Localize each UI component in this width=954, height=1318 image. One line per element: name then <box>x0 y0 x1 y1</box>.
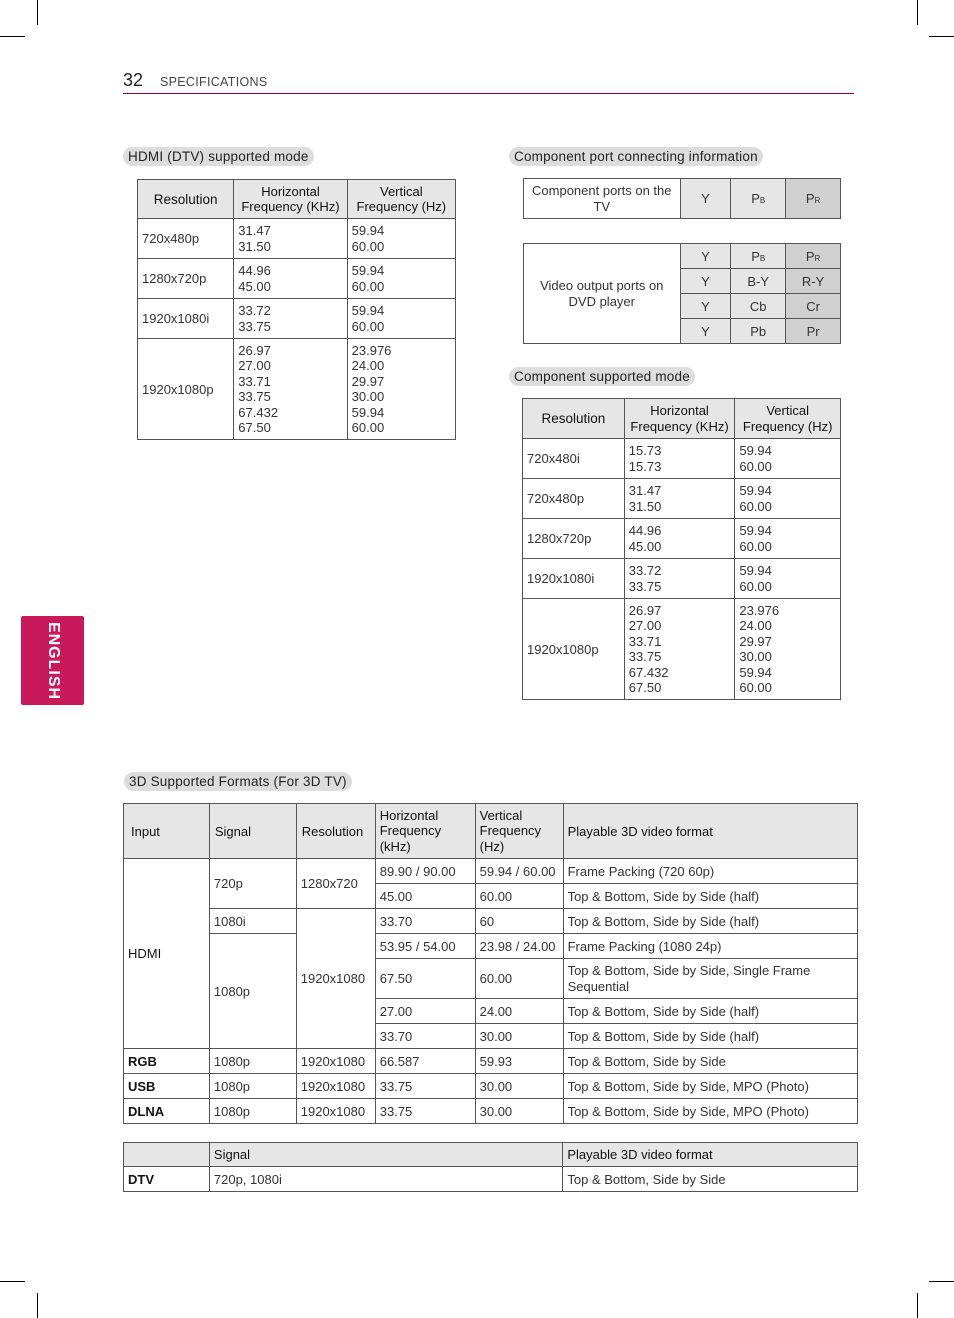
table-cell: Video output ports on DVD player <box>524 244 681 344</box>
hdmi-mode-title: HDMI (DTV) supported mode <box>123 147 314 166</box>
crop-mark <box>0 1281 25 1282</box>
language-label: ENGLISH <box>44 621 62 700</box>
table-cell: 26.97 27.00 33.71 33.75 67.432 67.50 <box>234 339 347 440</box>
crop-mark <box>37 1293 38 1318</box>
table-row <box>124 1099 858 1124</box>
table-cell: Frame Packing (720 60p) <box>563 859 857 884</box>
table-cell: 59.94 60.00 <box>735 479 841 519</box>
col-header: Vertical Frequency (Hz) <box>735 399 841 439</box>
table-cell: Top & Bottom, Side by Side (half) <box>563 1024 857 1049</box>
crop-mark <box>917 1293 918 1318</box>
subscript-letter: B <box>759 196 766 205</box>
table-cell: Pr <box>786 319 841 344</box>
table-cell: Component ports on the TV <box>524 179 681 219</box>
table-row <box>124 859 858 884</box>
subscript-letter: B <box>759 253 766 263</box>
table-cell: 30.00 <box>475 1024 563 1049</box>
table-cell: 1920x1080 <box>296 1099 375 1124</box>
table-cell: Top & Bottom, Side by Side <box>563 1167 858 1192</box>
table-cell: 89.90 / 90.00 <box>375 859 475 884</box>
table-cell: 33.70 <box>375 1024 475 1049</box>
table-row <box>138 339 456 440</box>
table-cell: Cb <box>731 294 786 319</box>
table-cell: 27.00 <box>375 999 475 1024</box>
table-row <box>138 259 456 299</box>
table-cell: 1920x1080p <box>523 599 625 700</box>
table-cell: Y <box>680 244 731 269</box>
table-header-row <box>124 804 858 859</box>
component-dvd-ports-table <box>523 243 841 344</box>
table-cell: DTV <box>124 1167 210 1192</box>
table-cell: 24.00 <box>475 999 563 1024</box>
table-cell: 720x480i <box>523 439 625 479</box>
table-cell: R-Y <box>786 269 841 294</box>
table-cell: B-Y <box>731 269 786 294</box>
table-cell: Y <box>680 294 731 319</box>
component-mode-title: Component supported mode <box>509 367 695 386</box>
table-cell: 59.94 60.00 <box>347 259 455 299</box>
table-cell: PB <box>731 179 786 219</box>
table-cell: 23.976 24.00 29.97 30.00 59.94 60.00 <box>735 599 841 700</box>
table-cell: 1280x720 <box>296 859 375 909</box>
table-cell: 1080p <box>209 934 296 1049</box>
language-tab <box>21 616 84 705</box>
subscript-letter: R <box>814 253 821 263</box>
table-cell: 53.95 / 54.00 <box>375 934 475 959</box>
page-number: 32 <box>123 70 144 90</box>
table-cell: 33.72 33.75 <box>624 559 735 599</box>
table-cell: 59.93 <box>475 1049 563 1074</box>
table-cell: Top & Bottom, Side by Side (half) <box>563 884 857 909</box>
table-cell: Top & Bottom, Side by Side, MPO (Photo) <box>563 1074 857 1099</box>
table-cell: 1920x1080 <box>296 909 375 1049</box>
table-cell: 33.75 <box>375 1099 475 1124</box>
table-cell: Top & Bottom, Side by Side (half) <box>563 999 857 1024</box>
table-cell: USB <box>124 1074 210 1099</box>
table-cell: 31.47 31.50 <box>624 479 735 519</box>
table-cell: 1080p <box>209 1099 296 1124</box>
crop-mark <box>0 36 25 37</box>
table-cell: 33.72 33.75 <box>234 299 347 339</box>
table-row <box>523 479 841 519</box>
col-header: Signal <box>209 1143 562 1167</box>
table-cell: Frame Packing (1080 24p) <box>563 934 857 959</box>
table-row <box>523 599 841 700</box>
table-cell: 720x480p <box>523 479 625 519</box>
component-info-title: Component port connecting information <box>509 147 763 166</box>
table-cell: 1920x1080 <box>296 1074 375 1099</box>
table-cell: 1920x1080 <box>296 1049 375 1074</box>
table-cell: 23.976 24.00 29.97 30.00 59.94 60.00 <box>347 339 455 440</box>
col-header: Signal <box>209 804 296 859</box>
table-row <box>124 934 858 959</box>
table-cell: 59.94 60.00 <box>735 439 841 479</box>
col-header: Input <box>124 804 210 859</box>
table-cell: Top & Bottom, Side by Side, Single Frame Sequential <box>563 959 857 999</box>
table-cell: 720p, 1080i <box>209 1167 562 1192</box>
header-divider <box>123 93 854 94</box>
table-cell: 23.98 / 24.00 <box>475 934 563 959</box>
table-row <box>138 219 456 259</box>
crop-mark <box>917 0 918 25</box>
col-header: Vertical Frequency (Hz) <box>475 804 563 859</box>
col-header: Horizontal Frequency (KHz) <box>624 399 735 439</box>
col-header <box>124 1143 210 1167</box>
table-cell: 26.97 27.00 33.71 33.75 67.432 67.50 <box>624 599 735 700</box>
table-row <box>124 1074 858 1099</box>
col-header: Resolution <box>296 804 375 859</box>
table-cell: 59.94 60.00 <box>347 219 455 259</box>
table-cell: PB <box>731 244 786 269</box>
table-cell: 1280x720p <box>138 259 234 299</box>
table-cell: 15.73 15.73 <box>624 439 735 479</box>
formats-3d-title: 3D Supported Formats (For 3D TV) <box>124 772 352 791</box>
col-header: Playable 3D video format <box>563 804 857 859</box>
table-cell: Pb <box>731 319 786 344</box>
table-row <box>523 439 841 479</box>
table-cell: 45.00 <box>375 884 475 909</box>
table-row <box>524 244 841 269</box>
table-row <box>138 299 456 339</box>
hdmi-mode-table <box>137 179 456 440</box>
table-cell: 1920x1080i <box>138 299 234 339</box>
table-cell: 59.94 60.00 <box>735 519 841 559</box>
component-mode-table <box>522 398 841 700</box>
table-cell: 59.94 60.00 <box>735 559 841 599</box>
col-header: Playable 3D video format <box>563 1143 858 1167</box>
table-cell: 59.94 60.00 <box>347 299 455 339</box>
table-cell: Top & Bottom, Side by Side (half) <box>563 909 857 934</box>
table-header-row <box>138 180 456 219</box>
table-cell: Top & Bottom, Side by Side <box>563 1049 857 1074</box>
table-cell: HDMI <box>124 859 210 1049</box>
table-cell: 30.00 <box>475 1099 563 1124</box>
table-cell: 59.94 / 60.00 <box>475 859 563 884</box>
component-tv-ports-table <box>523 178 841 219</box>
table-cell: PR <box>786 179 841 219</box>
table-cell: 1080p <box>209 1049 296 1074</box>
table-cell: Top & Bottom, Side by Side, MPO (Photo) <box>563 1099 857 1124</box>
table-cell: 720x480p <box>138 219 234 259</box>
table-cell: 1080i <box>209 909 296 934</box>
table-cell: 60.00 <box>475 884 563 909</box>
table-header-row <box>124 1143 858 1167</box>
crop-mark <box>929 1281 954 1282</box>
table-cell: 31.47 31.50 <box>234 219 347 259</box>
table-row <box>524 179 841 219</box>
table-cell: Y <box>680 269 731 294</box>
table-cell: 1920x1080i <box>523 559 625 599</box>
table-cell: 60 <box>475 909 563 934</box>
table-cell: Cr <box>786 294 841 319</box>
table-row <box>124 1167 858 1192</box>
table-cell: PR <box>786 244 841 269</box>
crop-mark <box>929 36 954 37</box>
table-cell: 67.50 <box>375 959 475 999</box>
table-cell: 720p <box>209 859 296 909</box>
col-header: Vertical Frequency (Hz) <box>347 180 455 219</box>
table-cell: 1920x1080p <box>138 339 234 440</box>
table-cell: 1080p <box>209 1074 296 1099</box>
col-header: Horizontal Frequency (kHz) <box>375 804 475 859</box>
table-cell: 33.70 <box>375 909 475 934</box>
table-cell: 33.75 <box>375 1074 475 1099</box>
table-cell: 44.96 45.00 <box>234 259 347 299</box>
table-cell: Y <box>680 179 731 219</box>
section-title: SPECIFICATIONS <box>160 75 268 89</box>
table-cell: 30.00 <box>475 1074 563 1099</box>
col-header: Resolution <box>138 180 234 219</box>
dtv-3d-table <box>123 1142 858 1192</box>
table-header-row <box>523 399 841 439</box>
crop-mark <box>37 0 38 25</box>
table-cell: DLNA <box>124 1099 210 1124</box>
table-cell: 60.00 <box>475 959 563 999</box>
formats-3d-table <box>123 803 858 1124</box>
table-cell: RGB <box>124 1049 210 1074</box>
subscript-letter: R <box>814 196 821 205</box>
table-row <box>124 1049 858 1074</box>
table-row <box>523 559 841 599</box>
table-cell: 66.587 <box>375 1049 475 1074</box>
table-cell: Y <box>680 319 731 344</box>
table-row <box>523 519 841 559</box>
col-header: Resolution <box>523 399 625 439</box>
table-cell: 1280x720p <box>523 519 625 559</box>
table-row <box>124 909 858 934</box>
table-cell: 44.96 45.00 <box>624 519 735 559</box>
col-header: Horizontal Frequency (KHz) <box>234 180 347 219</box>
